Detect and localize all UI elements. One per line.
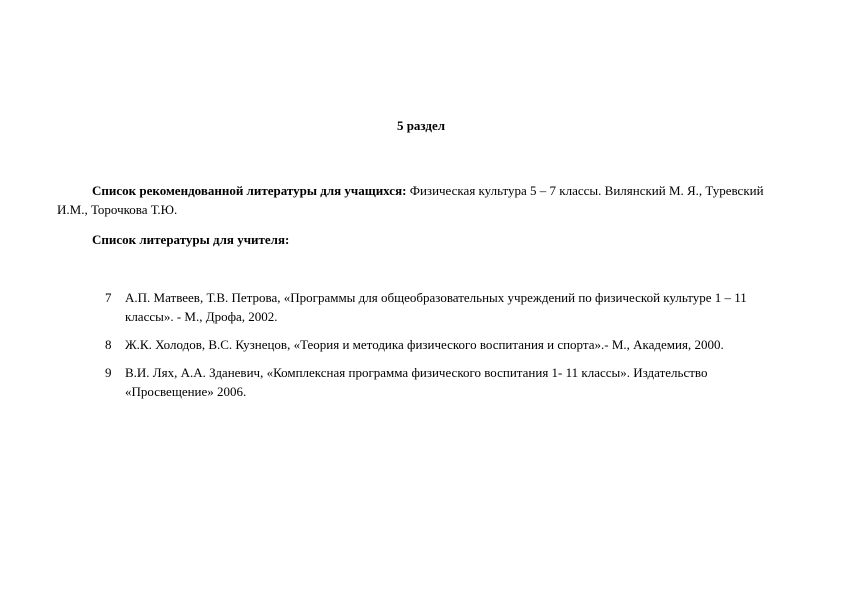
teacher-literature-paragraph: [92, 230, 822, 249]
reference-text: А.П. Матвеев, Т.В. Петрова, «Программы для общеобразовательных учреждений по физической культуре 1 – 11 классы». - М., Дрофа, 2002.: [125, 290, 747, 324]
reference-text: Ж.К. Холодов, В.С. Кузнецов, «Теория и методика физического воспитания и спорта».- М., Академия, 2000.: [125, 337, 724, 352]
reference-item: [100, 363, 790, 401]
section-title: 5 раздел: [396, 118, 446, 133]
reference-number: 8: [105, 337, 112, 352]
reference-list: [100, 288, 790, 410]
students-literature-label: Список рекомендованной литературы для учащихся:: [92, 183, 407, 198]
students-literature-text: Физическая культура 5 – 7 классы. Вилянский М. Я., Туревский И.М., Торочкова Т.Ю.: [57, 183, 764, 217]
reference-number: 9: [105, 365, 112, 380]
teacher-literature-label: Список литературы для учителя:: [92, 232, 290, 247]
reference-text: В.И. Лях, А.А. Зданевич, «Комплексная программа физического воспитания 1- 11 классы». Издательство «Просвещение» 2006.: [125, 365, 708, 399]
reference-item: [100, 288, 790, 326]
students-literature-paragraph: [57, 181, 787, 219]
reference-item: [100, 335, 790, 354]
reference-number: 7: [105, 290, 112, 305]
